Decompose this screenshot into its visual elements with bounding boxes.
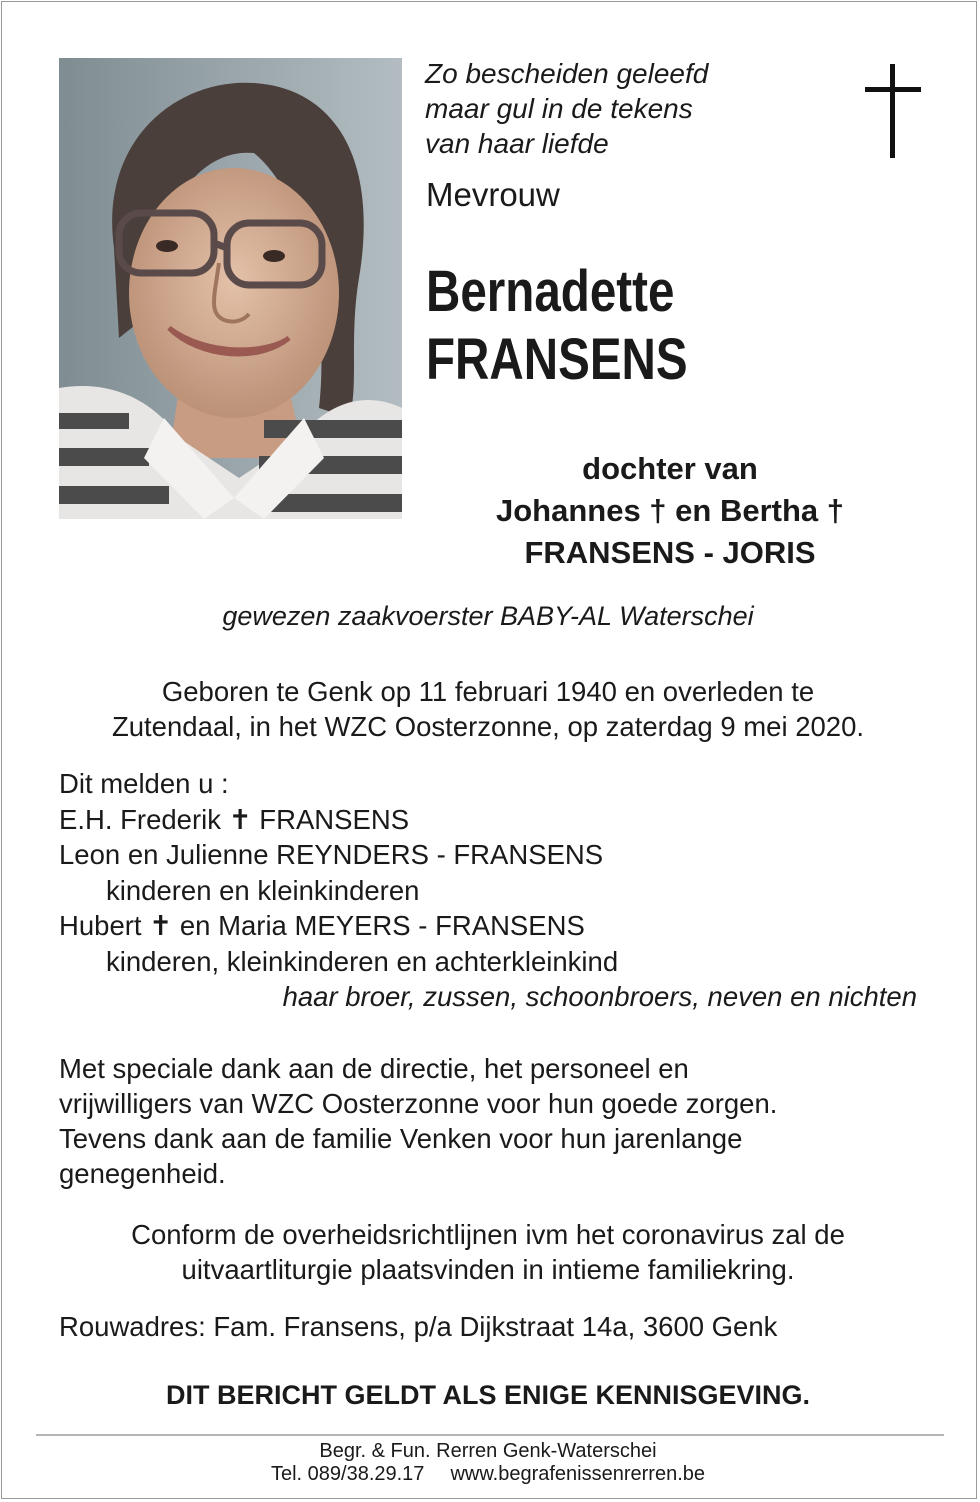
family-line: Hubert ✝ en Maria MEYERS - FRANSENS	[59, 910, 585, 941]
family-list	[59, 766, 929, 1015]
footer-divider	[36, 1434, 944, 1436]
deceased-name	[426, 258, 688, 394]
thanks-line: genegenheid.	[59, 1158, 226, 1189]
funeral-home-footer	[0, 1440, 976, 1486]
family-line: kinderen, kleinkinderen en achterkleinkind	[106, 945, 619, 977]
parents-line: Johannes † en Bertha †	[495, 493, 844, 528]
sole-notice: DIT BERICHT GELDT ALS ENIGE KENNISGEVING.	[165, 1380, 811, 1410]
funeral-home-phone: Tel. 089/38.29.17	[270, 1463, 425, 1485]
corona-line: uitvaartliturgie plaatsvinden in intieme familiekring.	[181, 1254, 795, 1285]
funeral-home-website[interactable]: www.begrafenissenrerren.be	[450, 1463, 706, 1485]
first-name: Bernadette	[426, 259, 675, 324]
poem-line: maar gul in de tekens	[425, 93, 693, 124]
honorific: Mevrouw	[426, 176, 560, 213]
birth-death-line: Geboren te Genk op 11 februari 1940 en overleden te	[161, 676, 815, 707]
funeral-home-name: Begr. & Fun. Rerren Genk-Waterschei	[319, 1440, 657, 1462]
birth-death-line: Zutendaal, in het WZC Oosterzonne, op zaterdag 9 mei 2020.	[111, 711, 865, 742]
thanks-text	[59, 1051, 919, 1191]
poem-line: van haar liefde	[425, 128, 609, 159]
thanks-line: Met speciale dank aan de directie, het personeel en	[59, 1053, 689, 1084]
poem-line: Zo bescheiden geleefd	[425, 58, 709, 89]
thanks-line: Tevens dank aan de familie Venken voor hun jarenlange	[59, 1123, 743, 1154]
memorial-poem	[425, 56, 708, 161]
relatives-line: haar broer, zussen, schoonbroers, neven en nichten	[282, 981, 917, 1012]
family-line: E.H. Frederik ✝ FRANSENS	[59, 803, 410, 835]
portrait-photo	[59, 58, 402, 519]
mourning-address: Rouwadres: Fam. Fransens, p/a Dijkstraat 14a, 3600 Genk	[59, 1311, 778, 1342]
family-intro: Dit melden u :	[59, 768, 229, 799]
cross-icon	[865, 64, 921, 158]
thanks-line: vrijwilligers van WZC Oosterzonne voor hun goede zorgen.	[59, 1088, 778, 1119]
family-line: kinderen en kleinkinderen	[106, 874, 420, 906]
family-line: Leon en Julienne REYNDERS - FRANSENS	[59, 839, 604, 870]
occupation: gewezen zaakvoerster BABY-AL Waterschei	[222, 601, 754, 631]
parents-block	[445, 448, 895, 574]
parents-line: FRANSENS - JORIS	[524, 535, 816, 570]
corona-line: Conform de overheidsrichtlijnen ivm het coronavirus zal de	[131, 1219, 845, 1250]
last-name: FRANSENS	[426, 327, 688, 392]
birth-death-text	[0, 674, 976, 744]
parents-line: dochter van	[582, 451, 758, 486]
corona-notice	[0, 1217, 976, 1287]
